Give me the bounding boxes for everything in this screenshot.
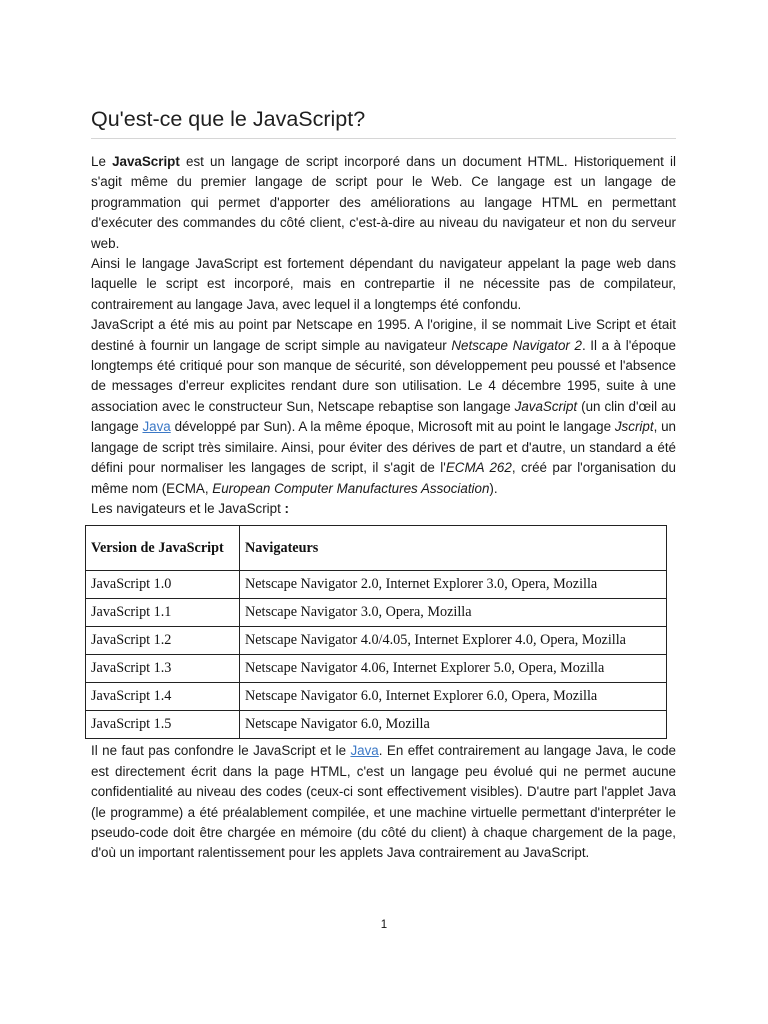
history-text-5: , un langage de script très similaire. Ainsi, pour éviter des dérives de part et d'autre, un standard a été défini pour normaliser les langages de script, il s'agit de l'	[91, 419, 676, 476]
cell-browsers: Netscape Navigator 6.0, Internet Explorer 6.0, Opera, Mozilla	[240, 683, 667, 711]
table-intro-text: Les navigateurs et le JavaScript	[91, 500, 285, 516]
intro-text-1: Le	[91, 154, 113, 169]
page-title: Qu'est-ce que le JavaScript?	[91, 104, 676, 139]
cell-version: JavaScript 1.4	[86, 683, 240, 711]
document-page	[91, 104, 676, 864]
intro-bold-javascript: JavaScript	[112, 154, 180, 169]
table-row	[86, 655, 667, 683]
history-text-1: JavaScript a été mis au point par Netscape en 1995. A l'origine, il se nommait Live Script et était destiné à fournir un langage de script simple au navigateur	[91, 317, 676, 353]
table-row	[86, 627, 667, 655]
table-row	[86, 711, 667, 739]
cell-browsers: Netscape Navigator 3.0, Opera, Mozilla	[240, 599, 667, 627]
paragraph-dependency: Ainsi le langage JavaScript est fortement dépendant du navigateur appelant la page web dans laquelle le script est incorporé, mais en contrepartie il ne nécessite pas de compilateur, contrairement au langage Java, avec lequel il a longtemps été confondu.	[91, 256, 676, 312]
comparison-text-1: Il ne faut pas confondre le JavaScript et le	[91, 743, 351, 759]
paragraph-intro	[91, 152, 676, 254]
cell-version: JavaScript 1.3	[86, 655, 240, 683]
history-italic-jscript: Jscript	[614, 419, 654, 435]
cell-browsers: Netscape Navigator 4.06, Internet Explorer 5.0, Opera, Mozilla	[240, 655, 667, 683]
history-italic-javascript: JavaScript	[514, 398, 578, 414]
comparison-text-2: . En effet contrairement au langage Java, le code est directement écrit dans la page HTML, c'est un langage peu évolué qui ne permet aucune confidentialité au niveau des codes (ceux-ci sont effectivement visibles). D'autre part l'applet Java (le programme) a été préalablement compilée, et une machine virtuelle permettant d'interpréter le pseudo-code doit être chargée en mémoire (du côté du client) à chaque chargement de la page, d'où un important ralentissement pour les applets Java contrairement au JavaScript.	[91, 743, 676, 861]
history-text-2: . Il a à l'époque longtemps été critiqué pour son manque de sécurité, son développement peu poussé et l'absence de messages d'erreur explicites rendant dure son utilisation. Le 4 décembre 1995, suite à une association avec le constructeur Sun, Netscape rebaptise son langage	[91, 337, 676, 414]
page-number: 1	[380, 919, 388, 931]
cell-version: JavaScript 1.1	[86, 599, 240, 627]
cell-version: JavaScript 1.5	[86, 711, 240, 739]
browser-support-table	[85, 525, 667, 739]
cell-browsers: Netscape Navigator 4.0/4.05, Internet Explorer 4.0, Opera, Mozilla	[240, 627, 667, 655]
java-link[interactable]: Java	[142, 419, 171, 435]
table-row	[86, 599, 667, 627]
history-text-3: (un clin d'œil au langage	[91, 398, 676, 435]
history-italic-netscape: Netscape Navigator 2	[451, 337, 582, 353]
java-link-2[interactable]: Java	[350, 743, 379, 759]
table-row	[86, 683, 667, 711]
cell-version: JavaScript 1.2	[86, 627, 240, 655]
history-italic-ecma: ECMA 262	[445, 460, 512, 476]
history-text-6: , créé par l'organisation du même nom (ECMA,	[91, 460, 677, 496]
table-header-row	[86, 526, 667, 571]
history-italic-ecma-full: European Computer Manufactures Association	[212, 480, 490, 496]
intro-text-2: est un langage de script incorporé dans un document HTML. Historiquement il s'agit même du premier langage de script pour le Web. Ce langage est un langage de programmation qui permet d'apporter des améliorations au langage HTML en permettant d'exécuter des commandes du côté client, c'est-à-dire au niveau du navigateur et non du serveur web.	[91, 154, 676, 251]
cell-version: JavaScript 1.0	[86, 571, 240, 599]
history-text-7: ).	[489, 480, 498, 496]
paragraph-java-comparison	[91, 741, 676, 863]
cell-browsers: Netscape Navigator 2.0, Internet Explorer 3.0, Opera, Mozilla	[240, 571, 667, 599]
paragraph-history	[91, 315, 676, 499]
header-version: Version de JavaScript	[86, 526, 240, 571]
table-row	[86, 571, 667, 599]
table-intro-colon: :	[284, 500, 289, 516]
table-intro	[91, 499, 676, 519]
header-browsers: Navigateurs	[240, 526, 667, 571]
history-text-4: développé par Sun). A la même époque, Microsoft mit au point le langage	[170, 419, 615, 435]
cell-browsers: Netscape Navigator 6.0, Mozilla	[240, 711, 667, 739]
